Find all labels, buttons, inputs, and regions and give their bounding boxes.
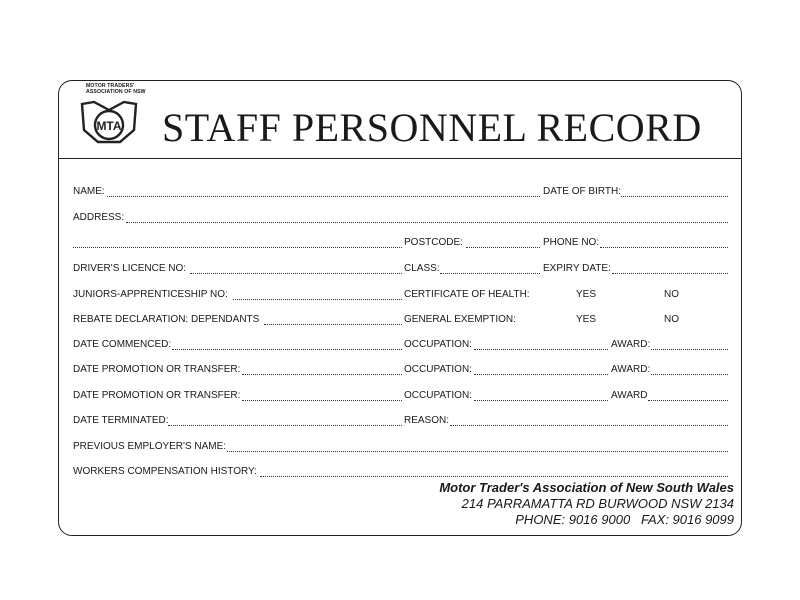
licence-label: DRIVER'S LICENCE NO: (73, 263, 187, 274)
rebate-label: REBATE DECLARATION: DEPENDANTS (73, 314, 260, 325)
cert-health-no[interactable]: NO (664, 289, 679, 300)
address-field[interactable] (126, 222, 728, 223)
expiry-label: EXPIRY DATE: (543, 263, 611, 274)
logo-caption-line1: MOTOR TRADERS' (86, 83, 135, 89)
header-divider (58, 158, 742, 159)
reason-field[interactable] (450, 425, 728, 426)
workers-comp-field[interactable] (260, 476, 728, 477)
occupation-label-1: OCCUPATION: (404, 339, 472, 350)
mta-logo-icon (78, 86, 140, 148)
exemption-no[interactable]: NO (664, 314, 679, 325)
dob-field[interactable] (621, 196, 728, 197)
prev-employer-field[interactable] (227, 451, 728, 452)
dob-label: DATE OF BIRTH: (543, 186, 621, 197)
award-field-2[interactable] (651, 374, 728, 375)
phone-label: PHONE NO: (543, 237, 600, 248)
footer-contact: PHONE: 9016 9000 FAX: 9016 9099 (515, 512, 734, 527)
commenced-label: DATE COMMENCED: (73, 339, 172, 350)
page-title: STAFF PERSONNEL RECORD (162, 105, 702, 150)
promotion-label-2: DATE PROMOTION OR TRANSFER: (73, 390, 241, 401)
terminated-label: DATE TERMINATED: (73, 415, 169, 426)
terminated-field[interactable] (168, 425, 402, 426)
address-label: ADDRESS: (73, 212, 125, 223)
licence-field[interactable] (190, 273, 402, 274)
name-label: NAME: (73, 186, 105, 197)
class-label: CLASS: (404, 263, 440, 274)
promotion-label-1: DATE PROMOTION OR TRANSFER: (73, 364, 241, 375)
workers-comp-label: WORKERS COMPENSATION HISTORY: (73, 466, 257, 477)
occupation-field-3[interactable] (474, 400, 608, 401)
postcode-field[interactable] (466, 247, 540, 248)
juniors-field[interactable] (233, 299, 402, 300)
rebate-field[interactable] (264, 324, 402, 325)
juniors-label: JUNIORS-APPRENTICESHIP NO: (73, 289, 228, 300)
exemption-yes[interactable]: YES (576, 314, 597, 325)
footer-org: Motor Trader's Association of New South Wales (439, 480, 734, 495)
logo-text: MTA (96, 119, 122, 133)
name-field[interactable] (107, 196, 540, 197)
award-label-2: AWARD: (611, 364, 651, 375)
cert-health-label: CERTIFICATE OF HEALTH: (404, 289, 530, 300)
class-field[interactable] (440, 273, 540, 274)
logo-caption-line2: ASSOCIATION OF NSW (86, 88, 146, 95)
cert-health-yes[interactable]: YES (576, 289, 597, 300)
postcode-label: POSTCODE: (404, 237, 463, 248)
prev-employer-label: PREVIOUS EMPLOYER'S NAME: (73, 441, 227, 452)
promotion-field-2[interactable] (242, 400, 402, 401)
occupation-label-2: OCCUPATION: (404, 364, 472, 375)
award-field-1[interactable] (651, 349, 728, 350)
phone-field[interactable] (600, 247, 728, 248)
footer-address: 214 PARRAMATTA RD BURWOOD NSW 2134 (461, 496, 734, 511)
exemption-label: GENERAL EXEMPTION: (404, 314, 516, 325)
expiry-field[interactable] (612, 273, 728, 274)
award-label-3: AWARD (611, 390, 648, 401)
award-field-3[interactable] (648, 400, 728, 401)
occupation-field-2[interactable] (474, 374, 608, 375)
occupation-field-1[interactable] (474, 349, 608, 350)
commenced-field[interactable] (172, 349, 402, 350)
address-line2-field[interactable] (73, 247, 402, 248)
occupation-label-3: OCCUPATION: (404, 390, 472, 401)
promotion-field-1[interactable] (242, 374, 402, 375)
reason-label: REASON: (404, 415, 450, 426)
award-label-1: AWARD: (611, 339, 651, 350)
